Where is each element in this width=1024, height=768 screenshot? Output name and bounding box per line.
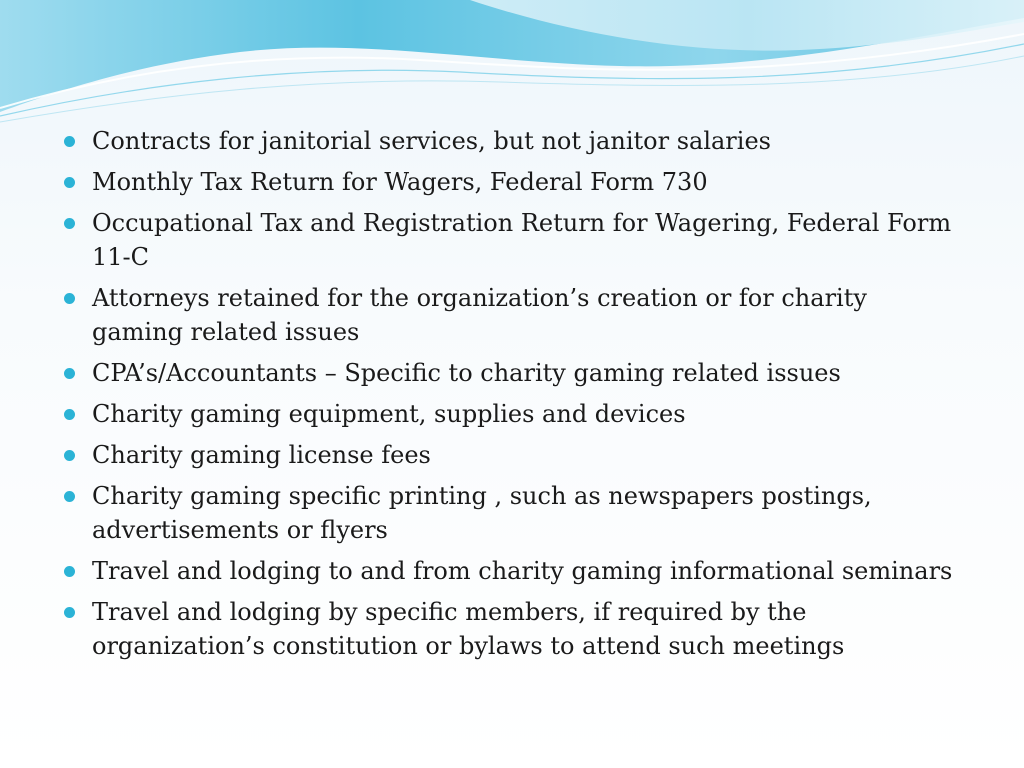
bullet-list — [62, 124, 962, 670]
bullet-item — [62, 595, 962, 663]
bullet-text: CPA’s/Accountants – Specific to charity gaming related issues — [92, 359, 841, 387]
bullet-item — [62, 165, 962, 199]
bullet-text: Monthly Tax Return for Wagers, Federal Form 730 — [92, 168, 708, 196]
bullet-item — [62, 356, 962, 390]
bullet-dot-icon — [64, 607, 75, 618]
bullet-dot-icon — [64, 409, 75, 420]
bullet-item — [62, 554, 962, 588]
bullet-dot-icon — [64, 136, 75, 147]
bullet-text: Charity gaming license fees — [92, 441, 431, 469]
bullet-item — [62, 281, 962, 349]
bullet-text: Contracts for janitorial services, but not janitor salaries — [92, 127, 771, 155]
bullet-dot-icon — [64, 293, 75, 304]
bullet-dot-icon — [64, 491, 75, 502]
bullet-text: Attorneys retained for the organization’s creation or for charity gaming related issues — [92, 284, 867, 346]
bullet-item — [62, 397, 962, 431]
bullet-text: Charity gaming equipment, supplies and devices — [92, 400, 686, 428]
bullet-dot-icon — [64, 368, 75, 379]
bullet-item — [62, 124, 962, 158]
bullet-dot-icon — [64, 177, 75, 188]
bullet-item — [62, 206, 962, 274]
bullet-text: Charity gaming specific printing , such as newspapers postings, advertisements or flyers — [92, 482, 872, 544]
bullet-dot-icon — [64, 450, 75, 461]
bullet-text: Travel and lodging by specific members, if required by the organization’s constitution or bylaws to attend such meetings — [92, 598, 845, 660]
bullet-text: Occupational Tax and Registration Return for Wagering, Federal Form 11-C — [92, 209, 952, 271]
bullet-item — [62, 438, 962, 472]
bullet-dot-icon — [64, 218, 75, 229]
header-wave-decoration — [0, 0, 1024, 130]
bullet-text: Travel and lodging to and from charity gaming informational seminars — [92, 557, 953, 585]
bullet-item — [62, 479, 962, 547]
bullet-dot-icon — [64, 566, 75, 577]
